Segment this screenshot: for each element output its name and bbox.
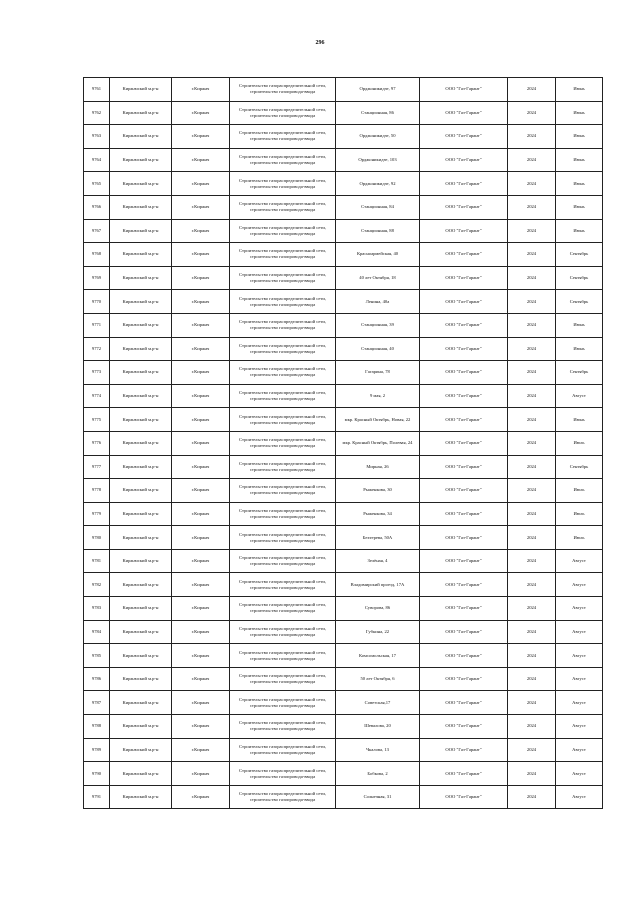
row-number: 9771 — [84, 313, 110, 337]
year-cell: 2024 — [508, 384, 556, 408]
work-description-cell: Строительство газораспределительной сети, строительство газопровода-ввода — [230, 667, 336, 691]
year-cell: 2024 — [508, 502, 556, 526]
row-number: 9775 — [84, 408, 110, 432]
month-cell: Сентябрь — [556, 266, 603, 290]
year-cell: 2024 — [508, 243, 556, 267]
contractor-cell: ООО "Газ-Гарант" — [420, 549, 508, 573]
table-row — [84, 290, 603, 314]
district-cell: Киржачский м.р-н — [110, 762, 172, 786]
table-row — [84, 479, 603, 503]
district-cell: Киржачский м.р-н — [110, 290, 172, 314]
year-cell: 2024 — [508, 408, 556, 432]
table-row — [84, 313, 603, 337]
town-cell: г.Киржач — [172, 172, 230, 196]
work-description-cell: Строительство газораспределительной сети, строительство газопровода-ввода — [230, 337, 336, 361]
work-description-cell: Строительство газораспределительной сети, строительство газопровода-ввода — [230, 597, 336, 621]
district-cell: Киржачский м.р-н — [110, 667, 172, 691]
work-description-cell: Строительство газораспределительной сети, строительство газопровода-ввода — [230, 219, 336, 243]
table-row — [84, 431, 603, 455]
table-row — [84, 785, 603, 809]
gas-registry-table — [83, 77, 603, 809]
district-cell: Киржачский м.р-н — [110, 408, 172, 432]
contractor-cell: ООО "Газ-Гарант" — [420, 479, 508, 503]
month-cell: Август — [556, 667, 603, 691]
contractor-cell: ООО "Газ-Гарант" — [420, 219, 508, 243]
year-cell: 2024 — [508, 573, 556, 597]
address-cell: Ленина, 40а — [336, 290, 420, 314]
town-cell: г.Киржач — [172, 195, 230, 219]
contractor-cell: ООО "Газ-Гарант" — [420, 573, 508, 597]
district-cell: Киржачский м.р-н — [110, 195, 172, 219]
row-number: 9790 — [84, 762, 110, 786]
year-cell: 2024 — [508, 337, 556, 361]
year-cell: 2024 — [508, 762, 556, 786]
address-cell: 9 мая, 2 — [336, 384, 420, 408]
town-cell: г.Киржач — [172, 573, 230, 597]
address-cell: Суворова, 86 — [336, 597, 420, 621]
work-description-cell: Строительство газораспределительной сети, строительство газопровода-ввода — [230, 313, 336, 337]
district-cell: Киржачский м.р-н — [110, 78, 172, 102]
table-row — [84, 715, 603, 739]
year-cell: 2024 — [508, 78, 556, 102]
town-cell: г.Киржач — [172, 479, 230, 503]
year-cell: 2024 — [508, 195, 556, 219]
town-cell: г.Киржач — [172, 384, 230, 408]
month-cell: Август — [556, 785, 603, 809]
address-cell: Рыженкова, 30 — [336, 479, 420, 503]
town-cell: г.Киржач — [172, 644, 230, 668]
year-cell: 2024 — [508, 620, 556, 644]
year-cell: 2024 — [508, 691, 556, 715]
town-cell: г.Киржач — [172, 266, 230, 290]
row-number: 9777 — [84, 455, 110, 479]
contractor-cell: ООО "Газ-Гарант" — [420, 762, 508, 786]
month-cell: Сентябрь — [556, 290, 603, 314]
contractor-cell: ООО "Газ-Гарант" — [420, 78, 508, 102]
row-number: 9768 — [84, 243, 110, 267]
town-cell: г.Киржач — [172, 219, 230, 243]
town-cell: г.Киржач — [172, 667, 230, 691]
district-cell: Киржачский м.р-н — [110, 172, 172, 196]
table-row — [84, 667, 603, 691]
district-cell: Киржачский м.р-н — [110, 337, 172, 361]
district-cell: Киржачский м.р-н — [110, 573, 172, 597]
work-description-cell: Строительство газораспределительной сети, строительство газопровода-ввода — [230, 762, 336, 786]
row-number: 9781 — [84, 549, 110, 573]
table-row — [84, 195, 603, 219]
town-cell: г.Киржач — [172, 243, 230, 267]
table-row — [84, 549, 603, 573]
address-cell: Гагарина, 78 — [336, 361, 420, 385]
contractor-cell: ООО "Газ-Гарант" — [420, 172, 508, 196]
year-cell: 2024 — [508, 644, 556, 668]
address-cell: Чкалова, 13 — [336, 738, 420, 762]
contractor-cell: ООО "Газ-Гарант" — [420, 337, 508, 361]
contractor-cell: ООО "Газ-Гарант" — [420, 691, 508, 715]
address-cell: Орджоникидзе, 103 — [336, 148, 420, 172]
month-cell: Июнь — [556, 408, 603, 432]
month-cell: Сентябрь — [556, 455, 603, 479]
row-number: 9769 — [84, 266, 110, 290]
town-cell: г.Киржач — [172, 361, 230, 385]
year-cell: 2024 — [508, 455, 556, 479]
work-description-cell: Строительство газораспределительной сети, строительство газопровода-ввода — [230, 431, 336, 455]
table-row — [84, 361, 603, 385]
contractor-cell: ООО "Газ-Гарант" — [420, 101, 508, 125]
district-cell: Киржачский м.р-н — [110, 479, 172, 503]
town-cell: г.Киржач — [172, 101, 230, 125]
address-cell: Станционная, 88 — [336, 219, 420, 243]
month-cell: Август — [556, 762, 603, 786]
year-cell: 2024 — [508, 219, 556, 243]
month-cell: Сентябрь — [556, 361, 603, 385]
work-description-cell: Строительство газораспределительной сети, строительство газопровода-ввода — [230, 101, 336, 125]
contractor-cell: ООО "Газ-Гарант" — [420, 266, 508, 290]
contractor-cell: ООО "Газ-Гарант" — [420, 667, 508, 691]
district-cell: Киржачский м.р-н — [110, 266, 172, 290]
work-description-cell: Строительство газораспределительной сети, строительство газопровода-ввода — [230, 408, 336, 432]
address-cell: Бобкова, 2 — [336, 762, 420, 786]
month-cell: Июнь — [556, 101, 603, 125]
row-number: 9785 — [84, 644, 110, 668]
row-number: 9789 — [84, 738, 110, 762]
district-cell: Киржачский м.р-н — [110, 431, 172, 455]
month-cell: Август — [556, 738, 603, 762]
contractor-cell: ООО "Газ-Гарант" — [420, 620, 508, 644]
row-number: 9763 — [84, 125, 110, 149]
row-number: 9764 — [84, 148, 110, 172]
town-cell: г.Киржач — [172, 549, 230, 573]
month-cell: Июль — [556, 502, 603, 526]
row-number: 9770 — [84, 290, 110, 314]
address-cell: Советская,17 — [336, 691, 420, 715]
month-cell: Июль — [556, 479, 603, 503]
year-cell: 2024 — [508, 290, 556, 314]
district-cell: Киржачский м.р-н — [110, 502, 172, 526]
month-cell: Июнь — [556, 337, 603, 361]
contractor-cell: ООО "Газ-Гарант" — [420, 195, 508, 219]
work-description-cell: Строительство газораспределительной сети, строительство газопровода-ввода — [230, 549, 336, 573]
row-number: 9765 — [84, 172, 110, 196]
district-cell: Киржачский м.р-н — [110, 526, 172, 550]
town-cell: г.Киржач — [172, 337, 230, 361]
contractor-cell: ООО "Газ-Гарант" — [420, 644, 508, 668]
district-cell: Киржачский м.р-н — [110, 785, 172, 809]
work-description-cell: Строительство газораспределительной сети, строительство газопровода-ввода — [230, 125, 336, 149]
month-cell: Июнь — [556, 313, 603, 337]
table-row — [84, 384, 603, 408]
row-number: 9773 — [84, 361, 110, 385]
work-description-cell: Строительство газораспределительной сети, строительство газопровода-ввода — [230, 361, 336, 385]
contractor-cell: ООО "Газ-Гарант" — [420, 502, 508, 526]
month-cell: Сентябрь — [556, 243, 603, 267]
row-number: 9761 — [84, 78, 110, 102]
work-description-cell: Строительство газораспределительной сети, строительство газопровода-ввода — [230, 644, 336, 668]
month-cell: Июнь — [556, 148, 603, 172]
work-description-cell: Строительство газораспределительной сети, строительство газопровода-ввода — [230, 715, 336, 739]
address-cell: Станционная, 86 — [336, 101, 420, 125]
table-row — [84, 337, 603, 361]
month-cell: Август — [556, 573, 603, 597]
row-number: 9787 — [84, 691, 110, 715]
row-number: 9782 — [84, 573, 110, 597]
table-body — [84, 78, 603, 809]
district-cell: Киржачский м.р-н — [110, 384, 172, 408]
work-description-cell: Строительство газораспределительной сети, строительство газопровода-ввода — [230, 738, 336, 762]
town-cell: г.Киржач — [172, 313, 230, 337]
table-row — [84, 762, 603, 786]
row-number: 9780 — [84, 526, 110, 550]
address-cell: Станционная, 39 — [336, 313, 420, 337]
work-description-cell: Строительство газораспределительной сети, строительство газопровода-ввода — [230, 243, 336, 267]
address-cell: Губкина, 22 — [336, 620, 420, 644]
district-cell: Киржачский м.р-н — [110, 549, 172, 573]
year-cell: 2024 — [508, 715, 556, 739]
town-cell: г.Киржач — [172, 738, 230, 762]
table-row — [84, 219, 603, 243]
address-cell: Станционная, 84 — [336, 195, 420, 219]
month-cell: Июнь — [556, 195, 603, 219]
month-cell: Август — [556, 597, 603, 621]
work-description-cell: Строительство газораспределительной сети, строительство газопровода-ввода — [230, 691, 336, 715]
row-number: 9774 — [84, 384, 110, 408]
address-cell: Красноармейская, 40 — [336, 243, 420, 267]
table-row — [84, 101, 603, 125]
month-cell: Август — [556, 620, 603, 644]
work-description-cell: Строительство газораспределительной сети, строительство газопровода-ввода — [230, 502, 336, 526]
year-cell: 2024 — [508, 597, 556, 621]
work-description-cell: Строительство газораспределительной сети, строительство газопровода-ввода — [230, 785, 336, 809]
month-cell: Август — [556, 549, 603, 573]
district-cell: Киржачский м.р-н — [110, 738, 172, 762]
row-number: 9778 — [84, 479, 110, 503]
contractor-cell: ООО "Газ-Гарант" — [420, 738, 508, 762]
table-row — [84, 573, 603, 597]
work-description-cell: Строительство газораспределительной сети, строительство газопровода-ввода — [230, 455, 336, 479]
page-number: 296 — [315, 40, 325, 46]
district-cell: Киржачский м.р-н — [110, 644, 172, 668]
address-cell: мкр. Красный Октябрь, Новая, 22 — [336, 408, 420, 432]
month-cell: Июль — [556, 431, 603, 455]
table-row — [84, 526, 603, 550]
work-description-cell: Строительство газораспределительной сети, строительство газопровода-ввода — [230, 148, 336, 172]
address-cell: Комсомольская, 17 — [336, 644, 420, 668]
contractor-cell: ООО "Газ-Гарант" — [420, 408, 508, 432]
town-cell: г.Киржач — [172, 785, 230, 809]
work-description-cell: Строительство газораспределительной сети, строительство газопровода-ввода — [230, 479, 336, 503]
work-description-cell: Строительство газораспределительной сети, строительство газопровода-ввода — [230, 384, 336, 408]
town-cell: г.Киржач — [172, 715, 230, 739]
year-cell: 2024 — [508, 361, 556, 385]
month-cell: Июнь — [556, 125, 603, 149]
year-cell: 2024 — [508, 526, 556, 550]
district-cell: Киржачский м.р-н — [110, 597, 172, 621]
address-cell: Шевалова, 20 — [336, 715, 420, 739]
year-cell: 2024 — [508, 738, 556, 762]
town-cell: г.Киржач — [172, 455, 230, 479]
address-cell: Бехтерева, 50А — [336, 526, 420, 550]
table-row — [84, 408, 603, 432]
year-cell: 2024 — [508, 549, 556, 573]
table-row — [84, 266, 603, 290]
table-row — [84, 691, 603, 715]
town-cell: г.Киржач — [172, 597, 230, 621]
work-description-cell: Строительство газораспределительной сети, строительство газопровода-ввода — [230, 78, 336, 102]
contractor-cell: ООО "Газ-Гарант" — [420, 715, 508, 739]
table-row — [84, 738, 603, 762]
table-row — [84, 243, 603, 267]
address-cell: 40 лет Октября, 18 — [336, 266, 420, 290]
address-cell: Станционная, 40 — [336, 337, 420, 361]
town-cell: г.Киржач — [172, 526, 230, 550]
district-cell: Киржачский м.р-н — [110, 219, 172, 243]
address-cell: 50 лет Октября, 6 — [336, 667, 420, 691]
address-cell: мкр. Красный Октябрь, Полевая, 24 — [336, 431, 420, 455]
town-cell: г.Киржач — [172, 125, 230, 149]
row-number: 9767 — [84, 219, 110, 243]
table-row — [84, 597, 603, 621]
table-row — [84, 78, 603, 102]
address-cell: Орджоникидзе, 50 — [336, 125, 420, 149]
work-description-cell: Строительство газораспределительной сети, строительство газопровода-ввода — [230, 290, 336, 314]
district-cell: Киржачский м.р-н — [110, 455, 172, 479]
district-cell: Киржачский м.р-н — [110, 361, 172, 385]
contractor-cell: ООО "Газ-Гарант" — [420, 148, 508, 172]
table-row — [84, 502, 603, 526]
district-cell: Киржачский м.р-н — [110, 620, 172, 644]
address-cell: Орджоникидзе, 92 — [336, 172, 420, 196]
row-number: 9788 — [84, 715, 110, 739]
month-cell: Июнь — [556, 172, 603, 196]
contractor-cell: ООО "Газ-Гарант" — [420, 313, 508, 337]
town-cell: г.Киржач — [172, 762, 230, 786]
month-cell: Июнь — [556, 219, 603, 243]
month-cell: Август — [556, 715, 603, 739]
contractor-cell: ООО "Газ-Гарант" — [420, 431, 508, 455]
district-cell: Киржачский м.р-н — [110, 243, 172, 267]
row-number: 9791 — [84, 785, 110, 809]
contractor-cell: ООО "Газ-Гарант" — [420, 785, 508, 809]
address-cell: Орджоникидзе, 97 — [336, 78, 420, 102]
year-cell: 2024 — [508, 266, 556, 290]
year-cell: 2024 — [508, 479, 556, 503]
address-cell: Зелёная, 4 — [336, 549, 420, 573]
year-cell: 2024 — [508, 148, 556, 172]
table-row — [84, 125, 603, 149]
district-cell: Киржачский м.р-н — [110, 148, 172, 172]
table-row — [84, 644, 603, 668]
row-number: 9776 — [84, 431, 110, 455]
table-row — [84, 148, 603, 172]
town-cell: г.Киржач — [172, 691, 230, 715]
contractor-cell: ООО "Газ-Гарант" — [420, 455, 508, 479]
town-cell: г.Киржач — [172, 502, 230, 526]
work-description-cell: Строительство газораспределительной сети, строительство газопровода-ввода — [230, 195, 336, 219]
month-cell: Август — [556, 691, 603, 715]
address-cell: Солнечная, 31 — [336, 785, 420, 809]
month-cell: Июнь — [556, 78, 603, 102]
row-number: 9779 — [84, 502, 110, 526]
town-cell: г.Киржач — [172, 148, 230, 172]
address-cell: Мирная, 26 — [336, 455, 420, 479]
contractor-cell: ООО "Газ-Гарант" — [420, 384, 508, 408]
table-row — [84, 620, 603, 644]
row-number: 9766 — [84, 195, 110, 219]
district-cell: Киржачский м.р-н — [110, 101, 172, 125]
address-cell: Рыженкова, 34 — [336, 502, 420, 526]
year-cell: 2024 — [508, 785, 556, 809]
district-cell: Киржачский м.р-н — [110, 691, 172, 715]
address-cell: Владимирский проезд, 17А — [336, 573, 420, 597]
row-number: 9772 — [84, 337, 110, 361]
contractor-cell: ООО "Газ-Гарант" — [420, 361, 508, 385]
town-cell: г.Киржач — [172, 431, 230, 455]
year-cell: 2024 — [508, 172, 556, 196]
work-description-cell: Строительство газораспределительной сети, строительство газопровода-ввода — [230, 526, 336, 550]
work-description-cell: Строительство газораспределительной сети, строительство газопровода-ввода — [230, 620, 336, 644]
contractor-cell: ООО "Газ-Гарант" — [420, 290, 508, 314]
town-cell: г.Киржач — [172, 620, 230, 644]
year-cell: 2024 — [508, 667, 556, 691]
year-cell: 2024 — [508, 431, 556, 455]
month-cell: Июль — [556, 526, 603, 550]
month-cell: Август — [556, 644, 603, 668]
table-row — [84, 172, 603, 196]
town-cell: г.Киржач — [172, 408, 230, 432]
month-cell: Август — [556, 384, 603, 408]
work-description-cell: Строительство газораспределительной сети, строительство газопровода-ввода — [230, 172, 336, 196]
contractor-cell: ООО "Газ-Гарант" — [420, 526, 508, 550]
district-cell: Киржачский м.р-н — [110, 715, 172, 739]
work-description-cell: Строительство газораспределительной сети, строительство газопровода-ввода — [230, 573, 336, 597]
row-number: 9783 — [84, 597, 110, 621]
year-cell: 2024 — [508, 313, 556, 337]
district-cell: Киржачский м.р-н — [110, 313, 172, 337]
year-cell: 2024 — [508, 101, 556, 125]
row-number: 9786 — [84, 667, 110, 691]
contractor-cell: ООО "Газ-Гарант" — [420, 125, 508, 149]
table-row — [84, 455, 603, 479]
contractor-cell: ООО "Газ-Гарант" — [420, 597, 508, 621]
town-cell: г.Киржач — [172, 290, 230, 314]
work-description-cell: Строительство газораспределительной сети, строительство газопровода-ввода — [230, 266, 336, 290]
district-cell: Киржачский м.р-н — [110, 125, 172, 149]
contractor-cell: ООО "Газ-Гарант" — [420, 243, 508, 267]
town-cell: г.Киржач — [172, 78, 230, 102]
row-number: 9784 — [84, 620, 110, 644]
row-number: 9762 — [84, 101, 110, 125]
year-cell: 2024 — [508, 125, 556, 149]
